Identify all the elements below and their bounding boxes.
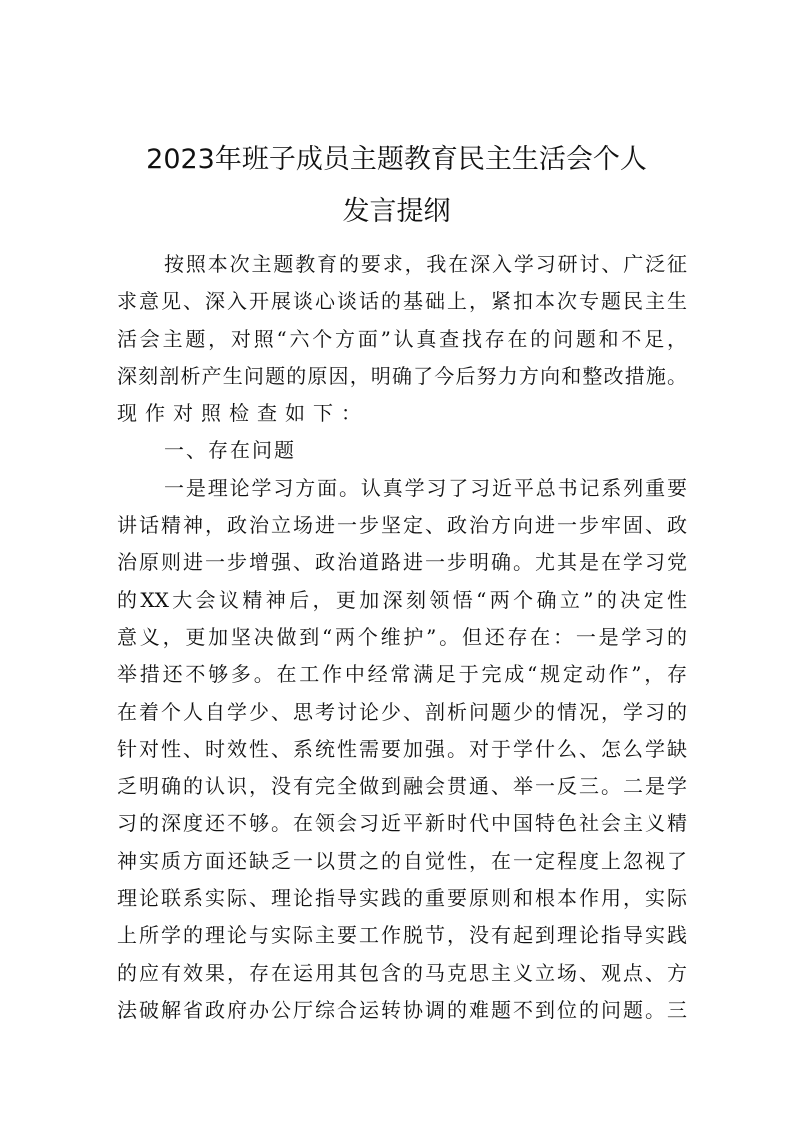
paragraph-line: 法破解省政府办公厅综合运转协调的难题不到位的问题。三 (117, 997, 687, 1022)
paragraph-line: 针对性、时效性、系统性需要加强。对于学什么、怎么学缺 (117, 736, 687, 761)
document-title-line-2: 发言提纲 (342, 196, 451, 227)
paragraph-line: 讲话精神，政治立场进一步坚定、政治方向进一步牢固、政 (117, 513, 687, 538)
paragraph-line: 神实质方面还缺乏一以贯之的自觉性，在一定程度上忽视了 (117, 848, 687, 873)
paragraph-line: 习的深度还不够。在领会习近平新时代中国特色社会主义精 (117, 811, 687, 836)
paragraph-line: 治原则进一步增强、政治道路进一步明确。尤其是在学习党 (117, 550, 687, 575)
paragraph-line: 意义，更加坚决做到“两个维护”。但还存在：一是学习的 (117, 624, 687, 649)
intro-line: 现作对照检查如下： (117, 401, 369, 426)
paragraph-line: 一是理论学习方面。认真学习了习近平总书记系列重要 (164, 475, 687, 500)
paragraph-line: 乏明确的认识，没有完全做到融会贯通、举一反三。二是学 (117, 774, 687, 799)
intro-line: 深刻剖析产生问题的原因，明确了今后努力方向和整改措施。 (117, 363, 687, 388)
document-body (117, 246, 687, 1029)
intro-line: 活会主题，对照“六个方面”认真查找存在的问题和不足， (117, 326, 687, 351)
paragraph-line: 的XX大会议精神后，更加深刻领悟“两个确立”的决定性 (117, 587, 687, 612)
paragraph-line: 在着个人自学少、思考讨论少、剖析问题少的情况，学习的 (117, 699, 687, 724)
paragraph-line: 上所学的理论与实际主要工作脱节，没有起到理论指导实践 (117, 923, 687, 948)
intro-line: 按照本次主题教育的要求，我在深入学习研讨、广泛征 (164, 252, 687, 276)
paragraph-line: 举措还不够多。在工作中经常满足于完成“规定动作”，存 (117, 662, 687, 687)
section-heading: 一、存在问题 (164, 438, 296, 463)
intro-line: 求意见、深入开展谈心谈话的基础上，紧扣本次专题民主生 (117, 289, 687, 314)
document-title-line-1: 2023年班子成员主题教育民主生活会个人 (146, 144, 647, 175)
paragraph-line: 理论联系实际、理论指导实践的重要原则和根本作用，实际 (117, 886, 687, 911)
paragraph-line: 的应有效果，存在运用其包含的马克思主义立场、观点、方 (117, 960, 687, 985)
